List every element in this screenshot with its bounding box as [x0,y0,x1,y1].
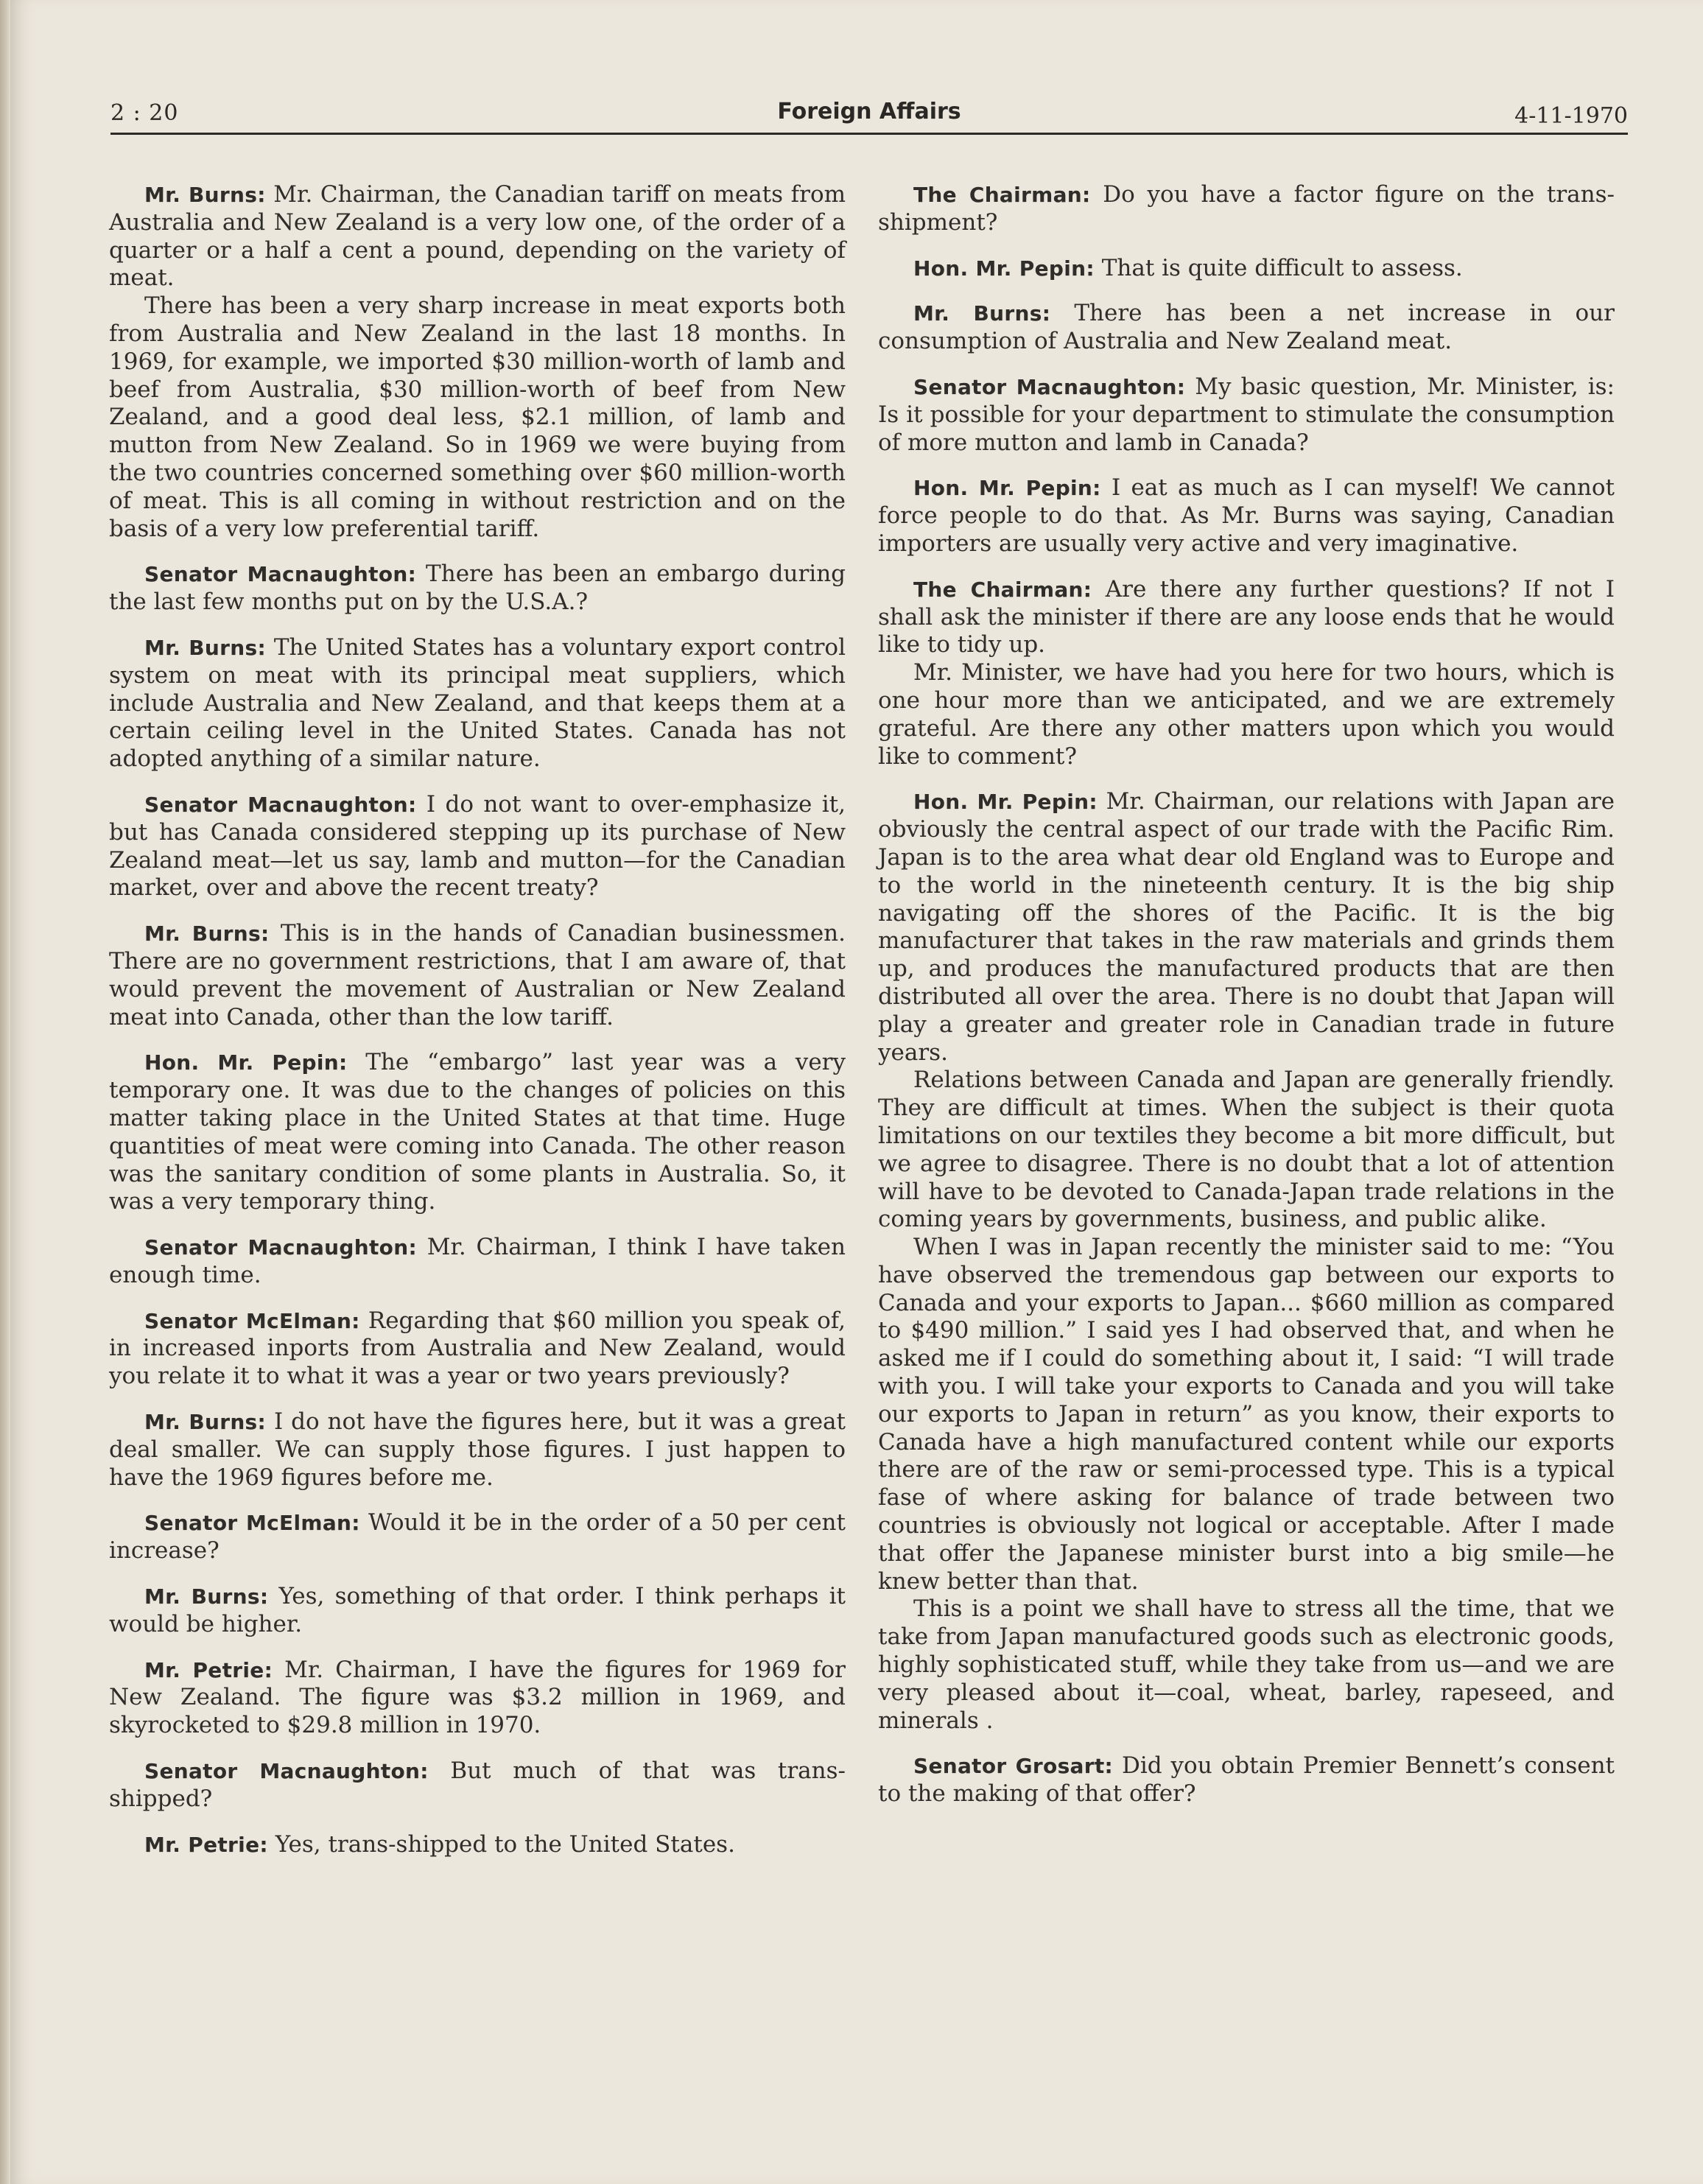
paragraph-text: Yes, trans-shipped to the United States. [267,1830,735,1858]
transcript-paragraph [109,1758,846,1813]
speaker-name: Hon. Mr. Pepin: [913,790,1098,815]
page-header [110,94,1628,135]
transcript-paragraph [109,1831,846,1859]
paragraph-text: This is a point we shall have to stress all the time, that we take from Japan manufactured goods such as electronic goods, highly sophisticated stuff, while they take from us—and we are very pleased about it—coal, wheat, barley, rapeseed, and minerals . [878,1595,1615,1734]
speaker-name: Senator Grosart: [913,1754,1114,1779]
transcript-paragraph [878,181,1615,237]
speaker-name: Mr. Burns: [144,1410,267,1435]
transcript-paragraph [109,1307,846,1391]
transcript-paragraph [109,1657,846,1740]
transcript-paragraph [109,1509,846,1565]
speaker-name: Mr. Burns: [144,635,266,660]
transcript-paragraph [109,292,846,543]
page-number: 2 : 20 [110,100,179,126]
paragraph-text: Yes, something of that order. I think perhaps it would be higher. [109,1583,846,1637]
paragraph-text: When I was in Japan recently the minister said to me: “You have observed the tremendous gap between our exports to Canada and your exports to Japan... $660 million as compared to $490 million.” I said yes I had observed that, and when he asked me if I could do something about it, I said: “I will trade with you. I will take your exports to Canada and you will take our exports to Japan in return” as you know, their exports to Canada have a high manufactured content while our exports there are of the raw or semi-processed type. This is a typical fase of where asking for balance of trade between two countries is obviously not logical or acceptable. After I made that offer the Japanese minister burst into a big smile—he knew better than that. [878,1234,1615,1595]
transcript-paragraph [109,1408,846,1492]
transcript-paragraph [878,1595,1615,1735]
speaker-name: Mr. Petrie: [144,1657,273,1682]
speaker-name: Mr. Burns: [144,183,266,207]
transcript-paragraph [109,1234,846,1290]
paragraph-text: But much of that was trans-shipped? [109,1758,846,1812]
paragraph-text: My basic question, Mr. Minister, is: Is it possible for your department to stimulate the consumption of more mutton and lamb in Canada? [878,373,1615,456]
speaker-name: Hon. Mr. Pepin: [913,256,1095,281]
transcript-paragraph [109,181,846,292]
transcript-paragraph [878,373,1615,457]
paragraph-text: I eat as much as I can myself! We cannot force people to do that. As Mr. Burns was saying, Canadian importers are usually very active and very imaginative. [878,474,1615,557]
transcript-paragraph [109,920,846,1031]
paragraph-text: Mr. Chairman, our relations with Japan are obviously the central aspect of our trade with the Pacific Rim. Japan is to the area what dear old England was to Europe and to the world in the nineteenth century. It is the big ship navigating off the shores of the Pacific. It is the big manufacturer that takes in the raw materials and grinds them up, and produces the manufactured products that are then distributed all over the area. There is no doubt that Japan will play a greater and greater role in Canadian trade in future years. [878,788,1615,1066]
speaker-name: Mr. Burns: [144,1584,269,1609]
transcript-paragraph [878,576,1615,659]
paragraph-text: This is in the hands of Canadian businessmen. There are no government restrictions, that I am aware of, that would prevent the movement of Australian or New Zealand meat into Canada, other than the low tariff. [109,920,846,1030]
transcript-paragraph [878,300,1615,356]
paragraph-text: There has been a net increase in our consumption of Australia and New Zealand meat. [878,300,1615,355]
paragraph-text: The “embargo” last year was a very temporary one. It was due to the changes of policies on this matter taking place in the United States at that time. Huge quantities of meat were coming into Canada. The other reason was the sanitary condition of some plants in Australia. So, it was a very temporary thing. [109,1049,846,1215]
speaker-name: Senator Macnaughton: [913,374,1186,399]
speaker-name: Senator Macnaughton: [144,1235,417,1260]
paragraph-text: Mr. Chairman, the Canadian tariff on meats from Australia and New Zealand is a very low one, of the order of a quarter or a half a cent a pound, depending on the variety of meat. [109,181,846,292]
transcript-paragraph [109,1583,846,1639]
transcript-paragraph [878,1234,1615,1595]
speaker-name: The Chairman: [913,577,1092,602]
paragraph-text: That is quite difficult to assess. [1094,254,1463,281]
speaker-name: Hon. Mr. Pepin: [144,1050,348,1075]
paragraph-text: Did you obtain Premier Bennett’s consent to the making of that offer? [878,1752,1615,1808]
paragraph-text: Mr. Chairman, I have the figures for 1969 for New Zealand. The figure was $3.2 million in 1969, and skyrocketed to $29.8 million in 1970. [109,1656,846,1739]
paragraph-text: There has been a very sharp increase in meat exports both from Australia and New Zealand in the last 18 months. In 1969, for example, we imported $30 million-worth of lamb and beef from Australia, $30 million-worth of beef from New Zealand, and a good deal less, $2.1 million, of lamb and mutton from New Zealand. So in 1969 we were buying from the two countries concerned something over $60 million-worth of meat. This is all coming in without restriction and on the basis of a very low preferential tariff. [109,292,846,542]
transcript-paragraph [878,659,1615,770]
paragraph-text: The United States has a voluntary export control system on meat with its principal meat suppliers, which include Australia and New Zealand, and that keeps them at a certain ceiling level in the United States. Canada has not adopted anything of a similar nature. [109,633,846,773]
transcript-paragraph [878,788,1615,1067]
paragraph-text: I do not have the figures here, but it was a great deal smaller. We can supply those figures. I just happen to have the 1969 figures before me. [109,1408,846,1491]
transcript-paragraph [109,791,846,902]
speaker-name: Hon. Mr. Pepin: [913,476,1101,501]
paragraph-text: Would it be in the order of a 50 per cent increase? [109,1509,846,1565]
paragraph-text: Regarding that $60 million you speak of, in increased inports from Australia and New Zealand, would you relate it to what it was a year or two years previously? [109,1307,846,1390]
transcript-paragraph [878,1067,1615,1234]
paragraph-text: Do you have a factor figure on the trans-shipment? [878,181,1615,236]
paragraph-text: Relations between Canada and Japan are generally friendly. They are difficult at times. When the subject is their quota limitations on our textiles they become a bit more difficult, but we agree to disagree. There is no doubt that a lot of attention will have to be devoted to Canada-Japan trade relations in the coming years by governments, business, and public alike. [878,1067,1615,1233]
paragraph-text: I do not want to over-emphasize it, but has Canada considered stepping up its purchase of New Zealand meat—let us say, lamb and mutton—for the Canadian market, over and above the recent treaty? [109,790,846,902]
transcript-paragraph [109,561,846,617]
publication-title: Foreign Affairs [777,99,961,124]
transcript-paragraph [109,634,846,773]
speaker-name: Mr. Burns: [144,921,270,947]
left-column [109,181,846,1858]
paragraph-text: Are there any further questions? If not I shall ask the minister if there are any loose ends that he would like to tidy up. [878,575,1615,659]
transcript-paragraph [878,255,1615,283]
page-date: 4-11-1970 [1514,103,1628,129]
paragraph-text: There has been an embargo during the last few months put on by the U.S.A.? [109,561,846,616]
speaker-name: Senator Macnaughton: [144,562,417,587]
transcript-paragraph [878,1752,1615,1808]
speaker-name: Senator McElman: [144,1308,360,1333]
transcript-paragraph [878,474,1615,558]
page-edge-shadow [0,0,10,2184]
speaker-name: Senator Macnaughton: [144,1759,429,1784]
speaker-name: Senator Macnaughton: [144,792,417,817]
speaker-name: Mr. Petrie: [144,1832,268,1857]
right-column [878,181,1615,1808]
speaker-name: Mr. Burns: [913,301,1051,326]
paragraph-text: Mr. Chairman, I think I have taken enough time. [109,1234,846,1288]
transcript-paragraph [109,1049,846,1216]
paragraph-text: Mr. Minister, we have had you here for two hours, which is one hour more than we anticipated, and we are extremely grateful. Are there any other matters upon which you would like to comment? [878,659,1615,770]
speaker-name: The Chairman: [913,183,1091,207]
speaker-name: Senator McElman: [144,1511,360,1536]
